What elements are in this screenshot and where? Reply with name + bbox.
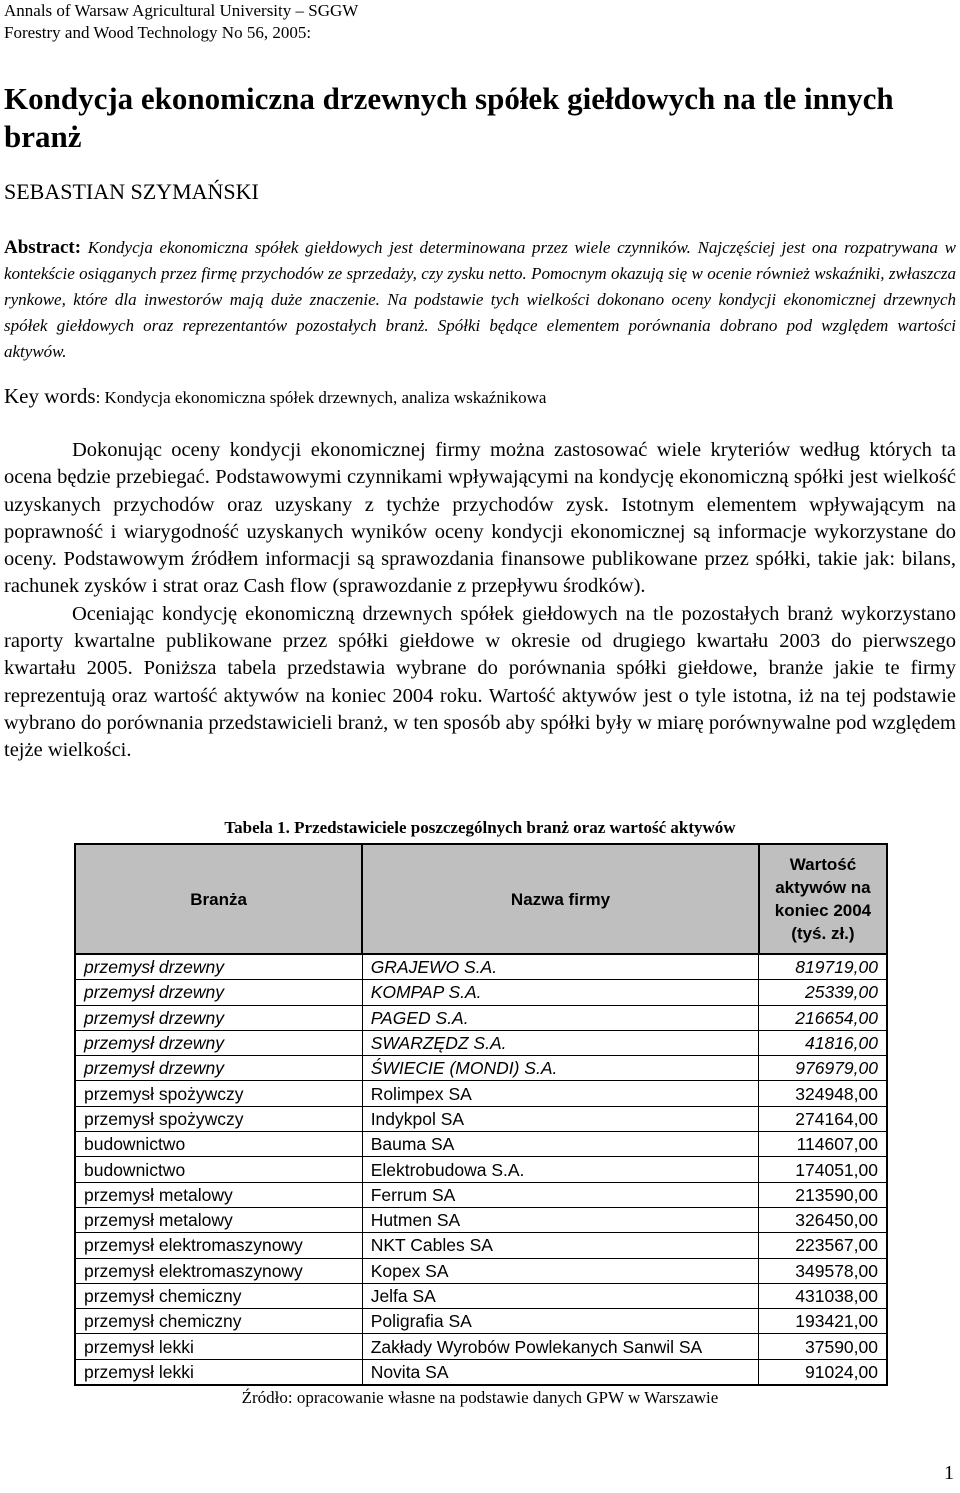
cell-branza: przemysł drzewny — [75, 1056, 362, 1081]
cell-wartosc: 174051,00 — [759, 1157, 887, 1182]
table-row — [75, 1081, 887, 1106]
table-row — [75, 1106, 887, 1131]
table-row — [75, 1309, 887, 1334]
cell-branza: przemysł spożywczy — [75, 1106, 362, 1131]
abstract — [4, 235, 956, 365]
table-row — [75, 1030, 887, 1055]
table-row — [75, 1056, 887, 1081]
journal-line-2: Forestry and Wood Technology No 56, 2005: — [4, 23, 312, 42]
cell-wartosc: 114607,00 — [759, 1132, 887, 1157]
body-paragraph-1: Dokonując oceny kondycji ekonomicznej firmy można zastosować wiele kryteriów według których ta ocena będzie przebiegać. Podstawowymi czynnikami wpływającymi na kondycję ekonomiczną spółki jest wielkość uzyskanych przychodów oraz uzyskany z tychże przychodów zysk. Istotnym elementem wpływającym na poprawność i wiarygodność uzyskanych wyników oceny kondycji ekonomicznej są informacje wykorzystane do oceny. Podstawowym źródłem informacji są sprawozdania finansowe publikowane przez spółki, takie jak: bilans, rachunek zysków i strat oraz Cash flow (sprawozdanie z przepływu środków). — [4, 439, 956, 598]
header-wartosc-aktywow: Wartość aktywów na koniec 2004 (tyś. zł.) — [759, 844, 887, 954]
keywords-label: Key words — [4, 384, 96, 408]
cell-wartosc: 41816,00 — [759, 1030, 887, 1055]
journal-line-1: Annals of Warsaw Agricultural University – SGGW — [4, 1, 359, 20]
cell-firma: PAGED S.A. — [362, 1005, 759, 1030]
page-number: 1 — [944, 1462, 954, 1484]
cell-wartosc: 37590,00 — [759, 1334, 887, 1359]
cell-firma: Zakłady Wyrobów Powlekanych Sanwil SA — [362, 1334, 759, 1359]
cell-wartosc: 431038,00 — [759, 1283, 887, 1308]
table-source-note: Źródło: opracowanie własne na podstawie danych GPW w Warszawie — [241, 1388, 719, 1407]
author-name: SEBASTIAN SZYMAŃSKI — [4, 179, 259, 204]
cell-branza: przemysł chemiczny — [75, 1283, 362, 1308]
header-branza: Branża — [75, 844, 362, 954]
table-row — [75, 954, 887, 980]
cell-wartosc: 819719,00 — [759, 954, 887, 980]
cell-firma: SWARZĘDZ S.A. — [362, 1030, 759, 1055]
cell-branza: przemysł metalowy — [75, 1207, 362, 1232]
cell-firma: NKT Cables SA — [362, 1233, 759, 1258]
body-text — [4, 437, 956, 765]
cell-wartosc: 223567,00 — [759, 1233, 887, 1258]
abstract-label: Abstract: — [4, 237, 82, 258]
cell-wartosc: 324948,00 — [759, 1081, 887, 1106]
cell-wartosc: 274164,00 — [759, 1106, 887, 1131]
cell-branza: przemysł metalowy — [75, 1182, 362, 1207]
table-row — [75, 1005, 887, 1030]
cell-branza: przemysł drzewny — [75, 1005, 362, 1030]
cell-firma: Hutmen SA — [362, 1207, 759, 1232]
table-row — [75, 980, 887, 1005]
cell-firma: Novita SA — [362, 1359, 759, 1385]
table-row — [75, 1258, 887, 1283]
cell-branza: przemysł drzewny — [75, 980, 362, 1005]
keywords — [4, 382, 546, 412]
paper-title: Kondycja ekonomiczna drzewnych spółek giełdowych na tle innych branż — [4, 81, 894, 154]
cell-branza: przemysł lekki — [75, 1359, 362, 1385]
keywords-text: : Kondycja ekonomiczna spółek drzewnych, analiza wskaźnikowa — [95, 388, 547, 407]
cell-wartosc: 976979,00 — [759, 1056, 887, 1081]
cell-branza: przemysł chemiczny — [75, 1309, 362, 1334]
cell-firma: Rolimpex SA — [362, 1081, 759, 1106]
cell-branza: budownictwo — [75, 1132, 362, 1157]
cell-wartosc: 193421,00 — [759, 1309, 887, 1334]
cell-branza: przemysł lekki — [75, 1334, 362, 1359]
cell-firma: ŚWIECIE (MONDI) S.A. — [362, 1056, 759, 1081]
cell-firma: KOMPAP S.A. — [362, 980, 759, 1005]
cell-firma: Bauma SA — [362, 1132, 759, 1157]
cell-wartosc: 216654,00 — [759, 1005, 887, 1030]
cell-branza: przemysł drzewny — [75, 1030, 362, 1055]
cell-firma: Jelfa SA — [362, 1283, 759, 1308]
cell-branza: przemysł elektromaszynowy — [75, 1258, 362, 1283]
table-row — [75, 1157, 887, 1182]
table-row — [75, 1233, 887, 1258]
table-row — [75, 1334, 887, 1359]
cell-wartosc: 326450,00 — [759, 1207, 887, 1232]
assets-table — [74, 843, 888, 1386]
cell-branza: przemysł spożywczy — [75, 1081, 362, 1106]
cell-firma: GRAJEWO S.A. — [362, 954, 759, 980]
cell-firma: Indykpol SA — [362, 1106, 759, 1131]
table-row — [75, 1359, 887, 1385]
cell-branza: przemysł elektromaszynowy — [75, 1233, 362, 1258]
body-paragraph-2: Oceniając kondycję ekonomiczną drzewnych spółek giełdowych na tle pozostałych branż wykorzystano raporty kwartalne publikowane przez spółki giełdowe w okresie od drugiego kwartału 2003 do pierwszego kwartału 2005. Poniższa tabela przedstawia wybrane do porównania spółki giełdowe, branże jakie te firmy reprezentują oraz wartość aktywów na koniec 2004 roku. Wartość aktywów jest o tyle istotna, iż na tej podstawie wybrano do porównania przedstawicieli branż, w ten sposób aby spółki były w miarę porównywalne pod względem tejże wielkości. — [4, 602, 956, 762]
cell-wartosc: 91024,00 — [759, 1359, 887, 1385]
header-nazwa-firmy: Nazwa firmy — [362, 844, 759, 954]
cell-firma: Poligrafia SA — [362, 1309, 759, 1334]
table-row — [75, 1132, 887, 1157]
cell-branza: budownictwo — [75, 1157, 362, 1182]
table-row — [75, 1182, 887, 1207]
cell-branza: przemysł drzewny — [75, 954, 362, 980]
cell-wartosc: 213590,00 — [759, 1182, 887, 1207]
abstract-text: Kondycja ekonomiczna spółek giełdowych jest determinowana przez wiele czynników. Najczęściej jest ona rozpatrywana w kontekście osiąganych przez firmę przychodów ze sprzedaży, czy zysku netto. Pomocnym okazują się w ocenie również wskaźniki, zwłaszcza rynkowe, które dla inwestorów mają duże znaczenie. Na podstawie tych wielkości dokonano oceny kondycji ekonomicznej drzewnych spółek giełdowych oraz reprezentantów pozostałych branż. Spółki będące elementem porównania dobrano pod względem wartości aktywów. — [4, 238, 956, 361]
table-header-row — [75, 844, 887, 954]
cell-wartosc: 25339,00 — [759, 980, 887, 1005]
cell-firma: Ferrum SA — [362, 1182, 759, 1207]
journal-header — [4, 0, 358, 44]
cell-wartosc: 349578,00 — [759, 1258, 887, 1283]
table-row — [75, 1283, 887, 1308]
cell-firma: Kopex SA — [362, 1258, 759, 1283]
table-row — [75, 1207, 887, 1232]
cell-firma: Elektrobudowa S.A. — [362, 1157, 759, 1182]
table-caption: Tabela 1. Przedstawiciele poszczególnych branż oraz wartość aktywów — [224, 818, 736, 837]
